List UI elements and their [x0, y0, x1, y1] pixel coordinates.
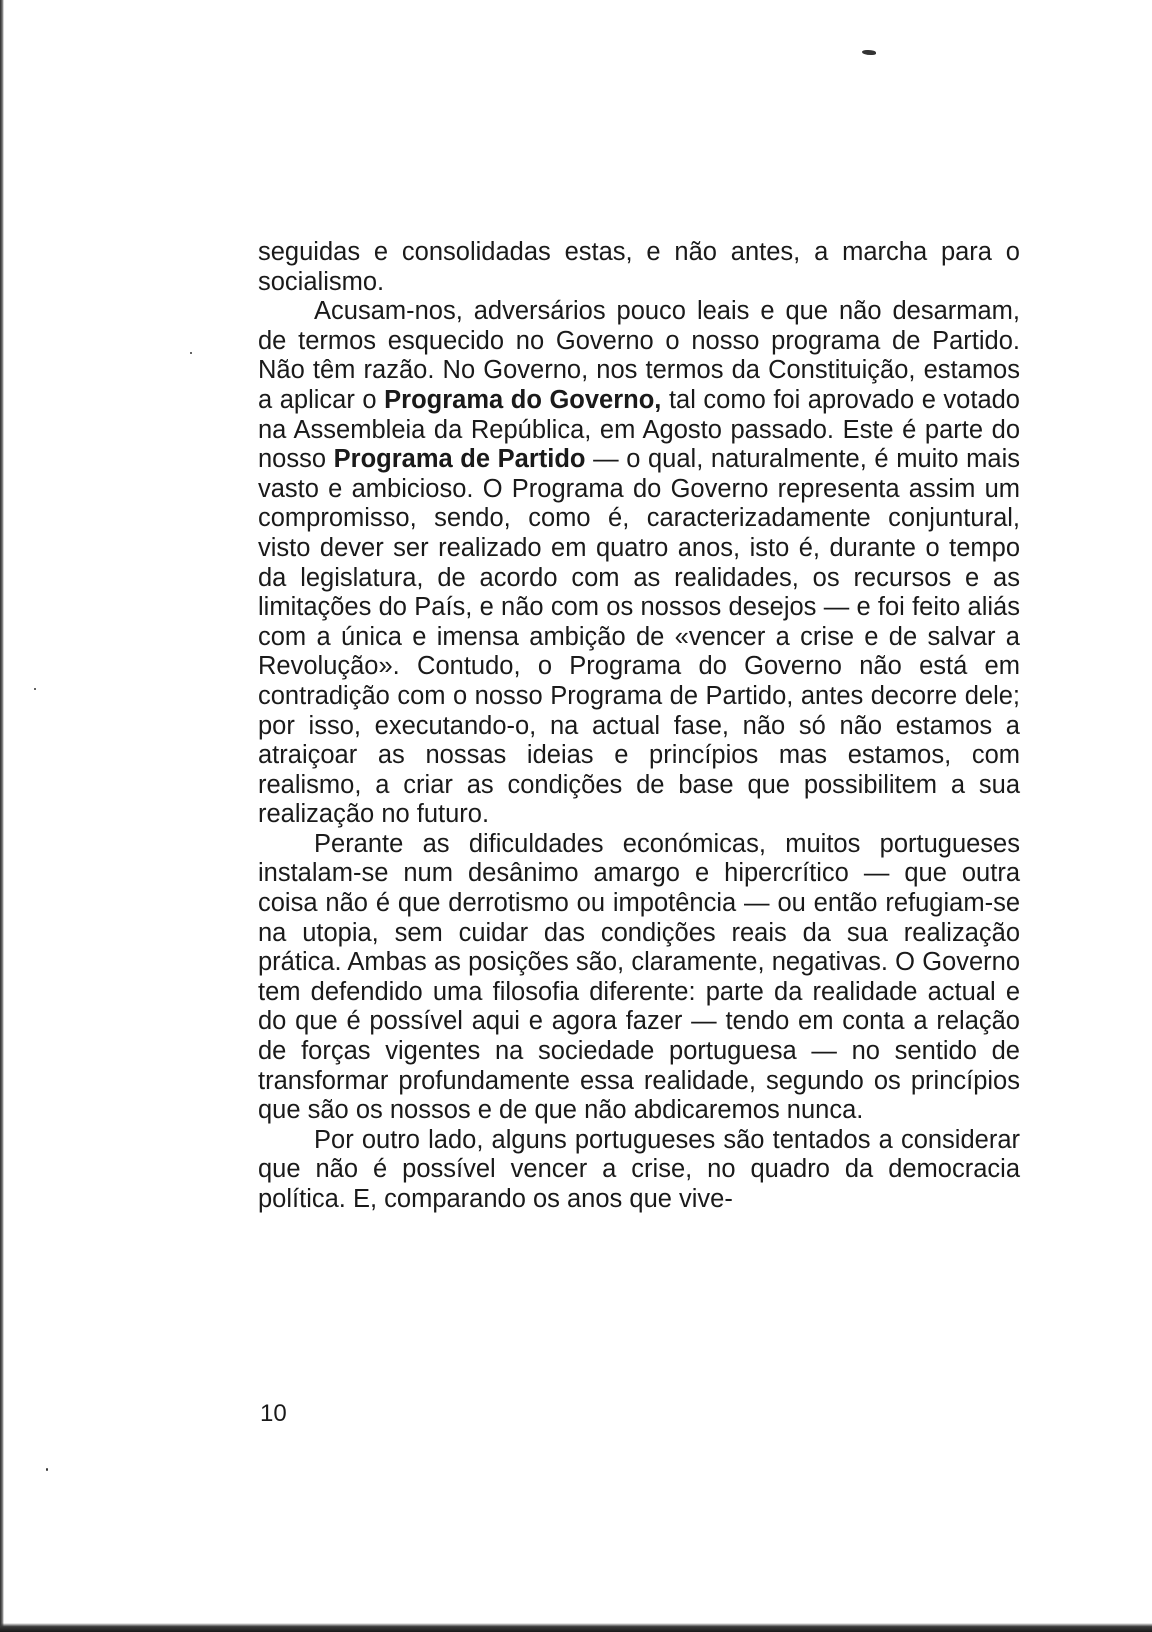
text-run: tal como foi aprovado e votado na Assembleia da República, em Agosto passado. Este é parte do nosso: [258, 385, 1020, 474]
body-text: [258, 238, 1020, 1215]
bold-term: Programa de Partido: [333, 445, 586, 474]
text-run: Acusam-nos, adversários pouco leais e que não desarmam, de termos esquecido no Governo o nosso programa de Partido. Não têm razão. No Governo, nos termos da Constituição, estamos a aplicar o: [258, 297, 1020, 414]
scan-speck: [34, 688, 36, 690]
scan-speck: [862, 50, 876, 55]
text-run: Por outro lado, alguns portugueses são tentados a considerar que não é possível vencer a crise, no quadro da democracia política. E, comparando os anos que vive-: [258, 1125, 1020, 1213]
scan-speck: [46, 1468, 48, 1471]
scan-left-edge: [0, 0, 4, 1632]
bold-term: Programa do Governo,: [384, 385, 662, 414]
paragraph: [258, 830, 1020, 1126]
paragraph: [258, 238, 1020, 297]
scan-bottom-edge: [0, 1623, 1152, 1632]
text-run: — o qual, naturalmente, é muito mais vasto e ambicioso. O Programa do Governo representa assim um compromisso, sendo, como é, caracterizadamente conjuntural, visto dever ser realizado em quatro anos, isto é, durante o tempo da legislatura, de acordo com as realidades, os recursos e as limitações do País, e não com os nossos desejos — e foi feito aliás com a única e imensa ambição de «vencer a crise e de salvar a Revolução». Contudo, o Programa do Governo não está em contradição com o nosso Programa de Partido, antes decorre dele; por isso, executando-o, na actual fase, não só não estamos a atraiçoar as nossas ideias e princípios mas estamos, com realismo, a criar as condições de base que possibilitem a sua realização no futuro.: [258, 445, 1020, 829]
paragraph: [258, 297, 1020, 830]
paragraph: [258, 1126, 1020, 1215]
text-run: seguidas e consolidadas estas, e não antes, a marcha para o socialismo.: [258, 238, 1020, 296]
page-number: 10: [260, 1400, 287, 1427]
text-run: Perante as dificuldades económicas, muitos portugueses instalam-se num desânimo amargo e hipercrítico — que outra coisa não é que derrotismo ou impotência — ou então refugiam-se na utopia, sem cuidar das condições reais da sua realização prática. Ambas as posições são, claramente, negativas. O Governo tem defendido uma filosofia diferente: parte da realidade actual e do que é possível aqui e agora fazer — tendo em conta a relação de forças vigentes na sociedade portuguesa — no sentido de transformar profundamente essa realidade, segundo os princípios que são os nossos e de que não abdicaremos nunca.: [258, 829, 1020, 1125]
scan-speck: [190, 352, 192, 354]
